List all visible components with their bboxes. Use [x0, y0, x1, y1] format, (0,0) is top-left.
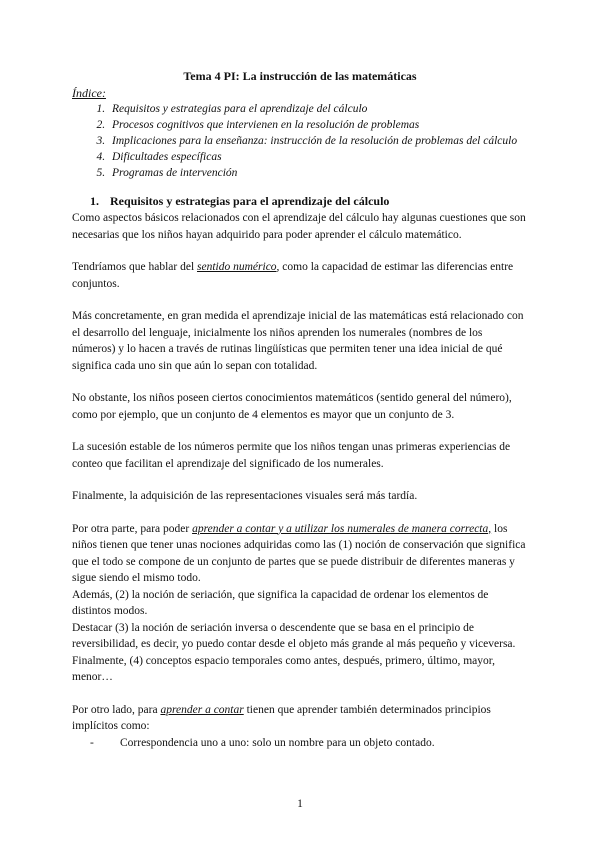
- emphasized-term: aprender a contar: [160, 703, 244, 716]
- emphasized-term: sentido numérico: [197, 261, 277, 273]
- paragraph: Más concretamente, en gran medida el aprendizaje inicial de las matemáticas está relacionado con el desarrollo del lenguaje, inicialmente los niños aprenden los numerales (nombres de los números) y lo hacen a través de rutinas lingüísticas que permiten tener una idea inicial de qué significa cada uno sin que aún lo sepan con totalidad.: [72, 310, 524, 372]
- index-label: Índice:: [72, 86, 106, 100]
- paragraph: Finalmente, la adquisición de las representaciones visuales será más tardía.: [72, 490, 418, 502]
- index-item: 4. Dificultades específicas: [108, 149, 528, 165]
- index-item: 2. Procesos cognitivos que intervienen en la resolución de problemas: [108, 117, 528, 133]
- section-heading: [72, 193, 528, 210]
- page-number: 1: [297, 798, 303, 810]
- bullet-list: [72, 735, 528, 752]
- paragraph: Destacar (3) la noción de seriación inversa o descendente que se basa en el principio de reversibilidad, es decir, yo puedo contar desde el objeto más grande al más pequeño y viceversa.: [72, 621, 516, 650]
- document-title: Tema 4 PI: La instrucción de las matemáticas: [183, 69, 417, 83]
- list-item: [90, 735, 528, 752]
- paragraph: Finalmente, (4) conceptos espacio temporales como antes, después, primero, último, mayor, menor…: [72, 654, 496, 683]
- paragraph: No obstante, los niños poseen ciertos conocimientos matemáticos (sentido general del número), como por ejemplo, que un conjunto de 4 elementos es mayor que un conjunto de 3.: [72, 392, 512, 421]
- paragraph: Como aspectos básicos relacionados con el aprendizaje del cálculo hay algunas cuestiones que son necesarias que los niños hayan adquirido para poder aprender el cálculo matemático.: [72, 212, 526, 241]
- paragraph: La sucesión estable de los números permite que los niños tengan unas primeras experiencias de conteo que facilitan el aprendizaje del significado de los numerales.: [72, 441, 511, 470]
- section-number: 1.: [90, 194, 99, 208]
- paragraph: Por otro lado, para aprender a contar tienen que aprender también determinados principios implícitos como:: [72, 703, 491, 732]
- list-item-text: Correspondencia uno a uno: solo un nombre para un objeto contado.: [120, 736, 435, 749]
- index-item: 1. Requisitos y estrategias para el aprendizaje del cálculo: [108, 101, 528, 117]
- paragraph: Tendríamos que hablar del sentido numérico, como la capacidad de estimar las diferencias entre conjuntos.: [72, 261, 514, 290]
- dash-marker: -: [90, 736, 94, 749]
- index-item: 3. Implicaciones para la enseñanza: instrucción de la resolución de problemas del cálculo: [108, 133, 528, 149]
- section-title: Requisitos y estrategias para el aprendizaje del cálculo: [110, 194, 390, 208]
- paragraph: Por otra parte, para poder aprender a contar y a utilizar los numerales de manera correcta, los niños tienen que tener unas nociones adquiridas como las (1) noción de conservación que significa que el todo se compone de un conjunto de partes que se puede distribuir de diferentes maneras y sigue siendo el mismo todo.: [72, 522, 526, 584]
- index-item: 5. Programas de intervención: [108, 165, 528, 181]
- emphasized-term: aprender a contar y a utilizar los numerales de manera correcta,: [192, 522, 492, 535]
- document-page: [72, 68, 528, 751]
- paragraph: Además, (2) la noción de seriación, que significa la capacidad de ordenar los elementos de distintos modos.: [72, 588, 489, 617]
- index-list: [72, 101, 528, 181]
